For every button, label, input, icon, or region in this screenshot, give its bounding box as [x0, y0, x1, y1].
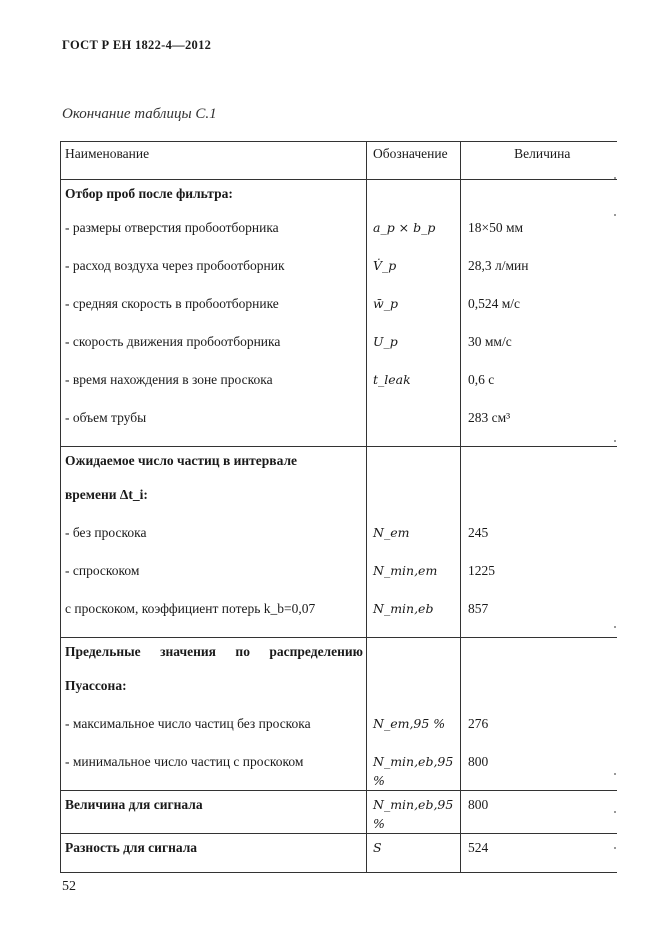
table-row: [61, 638, 617, 677]
table-row: [61, 523, 617, 561]
row-value: 1225: [468, 563, 495, 578]
row-value: 800: [468, 754, 489, 769]
row-symbol: a_p × b_p: [373, 220, 436, 235]
row-symbol: w̄_p: [373, 296, 398, 311]
column-header-value: Величина: [514, 146, 571, 161]
row-name: - время нахождения в зоне проскока: [65, 372, 273, 387]
table-row: [61, 294, 617, 332]
row-symbol: N_min,eb,95 %: [373, 754, 454, 788]
row-value: 857: [468, 601, 489, 616]
scan-mark: [614, 811, 616, 813]
row-symbol: N_min,eb: [373, 601, 434, 616]
column-header-symbol: Обозначение: [373, 146, 448, 161]
table-row: [61, 599, 617, 638]
row-symbol: [367, 638, 460, 642]
row-name: - объем трубы: [65, 410, 147, 425]
table-row: [61, 485, 617, 523]
table-row: [61, 447, 617, 486]
row-value: [461, 180, 617, 184]
table-row: [61, 332, 617, 370]
column-header-name: Наименование: [65, 146, 150, 161]
table-caption: Окончание таблицы С.1: [62, 106, 217, 122]
row-symbol: t_leak: [373, 372, 411, 387]
row-value: 30 мм/с: [468, 334, 512, 349]
row-symbol: N_min,eb,95 %: [373, 797, 454, 831]
row-value: 28,3 л/мин: [468, 258, 529, 273]
row-symbol: N_em: [373, 525, 410, 540]
row-symbol: [367, 447, 460, 451]
table-row: [61, 834, 617, 873]
table-row: [61, 791, 617, 834]
row-name: Предельные значения по распределению: [65, 644, 363, 659]
document-header: ГОСТ Р ЕН 1822-4—2012: [62, 38, 212, 52]
scan-mark: [614, 773, 616, 775]
row-name: Разность для сигнала: [65, 840, 198, 855]
table-row: [61, 180, 617, 219]
table-row: [61, 408, 617, 447]
row-symbol: N_min,em: [373, 563, 438, 578]
row-value: 0,6 с: [468, 372, 495, 387]
table-row: [61, 256, 617, 294]
row-value: 18×50 мм: [468, 220, 524, 235]
table-row: [61, 218, 617, 256]
row-symbol: N_em,95 %: [373, 716, 446, 731]
row-name: - скорость движения пробоотборника: [65, 334, 281, 349]
row-value: 800: [468, 797, 489, 812]
scan-mark: [614, 626, 616, 628]
scan-mark: [614, 214, 616, 216]
row-symbol: U_p: [373, 334, 398, 349]
row-name: - без проскока: [65, 525, 147, 540]
data-table: [60, 141, 617, 873]
row-name: Отбор проб после фильтра:: [65, 186, 233, 201]
row-symbol: S: [373, 840, 382, 855]
row-symbol: V̇_p: [373, 258, 397, 273]
scan-mark: [614, 847, 616, 849]
row-name: с проскоком, коэффициент потерь k_b=0,07: [65, 601, 316, 616]
table-row: [61, 676, 617, 714]
table-row: [61, 370, 617, 408]
scan-mark: [614, 177, 616, 179]
row-value: 0,524 м/с: [468, 296, 521, 311]
row-value: 245: [468, 525, 489, 540]
row-value: 283 см³: [468, 410, 511, 425]
table-row: [61, 561, 617, 599]
row-value: [461, 447, 617, 451]
row-name: - минимальное число частиц с проскоком: [65, 754, 304, 769]
table-row: [61, 714, 617, 752]
row-name: Пуассона:: [65, 678, 127, 693]
row-name: - максимальное число частиц без проскока: [65, 716, 311, 731]
row-symbol: [367, 180, 460, 184]
row-name: - спроскоком: [65, 563, 140, 578]
row-name: - средняя скорость в пробоотборнике: [65, 296, 279, 311]
page-number: 52: [62, 879, 76, 894]
row-name: - расход воздуха через пробоотборник: [65, 258, 285, 273]
row-name: Величина для сигнала: [65, 797, 203, 812]
row-name: времени Δt_i:: [65, 487, 148, 502]
table-row: [61, 752, 617, 791]
row-value: 276: [468, 716, 489, 731]
table-header-row: [61, 142, 617, 180]
row-value: [461, 638, 617, 642]
scan-mark: [614, 440, 616, 442]
row-value: 524: [468, 840, 489, 855]
row-name: Ожидаемое число частиц в интервале: [65, 453, 298, 468]
row-name: - размеры отверстия пробоотборника: [65, 220, 279, 235]
